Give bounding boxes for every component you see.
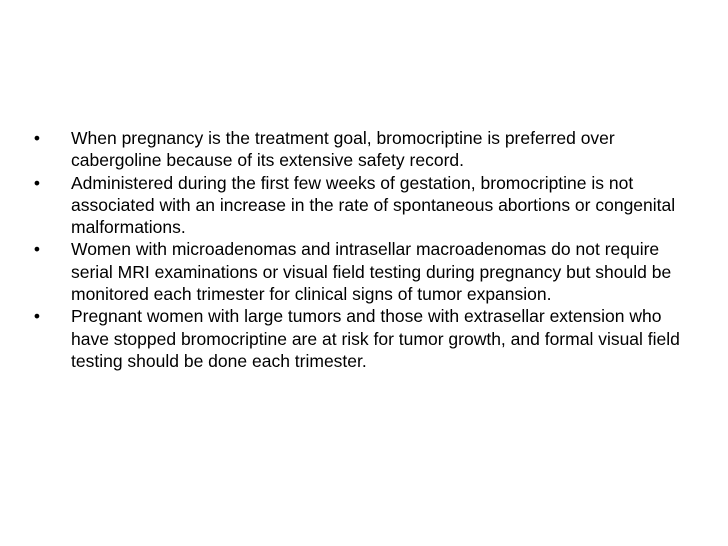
- bullet-text: Women with microadenomas and intrasellar macroadenomas do not require serial MRI examinations or visual field testing during pregnancy but should be monitored each trimester for clinical signs of tumor expansion.: [71, 239, 672, 305]
- bullet-symbol: •: [33, 239, 41, 260]
- bullet-symbol: •: [33, 128, 41, 148]
- bullet-item: [30, 172, 692, 239]
- bullet-list: [30, 127, 692, 372]
- bullet-symbol: •: [33, 306, 41, 327]
- bullet-text: When pregnancy is the treatment goal, bromocriptine is preferred over cabergoline because of its extensive safety record.: [71, 128, 615, 171]
- bullet-text: Administered during the first few weeks of gestation, bromocriptine is not associated with an increase in the rate of spontaneous abortions or congenital malformations.: [71, 172, 676, 238]
- bullet-item: [30, 238, 692, 305]
- bullet-symbol: •: [33, 172, 41, 193]
- bullet-text: Pregnant women with large tumors and those with extrasellar extension who have stopped bromocriptine are at risk for tumor growth, and formal visual field testing should be done each trimester.: [71, 306, 680, 371]
- bullet-item: [30, 127, 692, 172]
- bullet-item: [30, 305, 692, 372]
